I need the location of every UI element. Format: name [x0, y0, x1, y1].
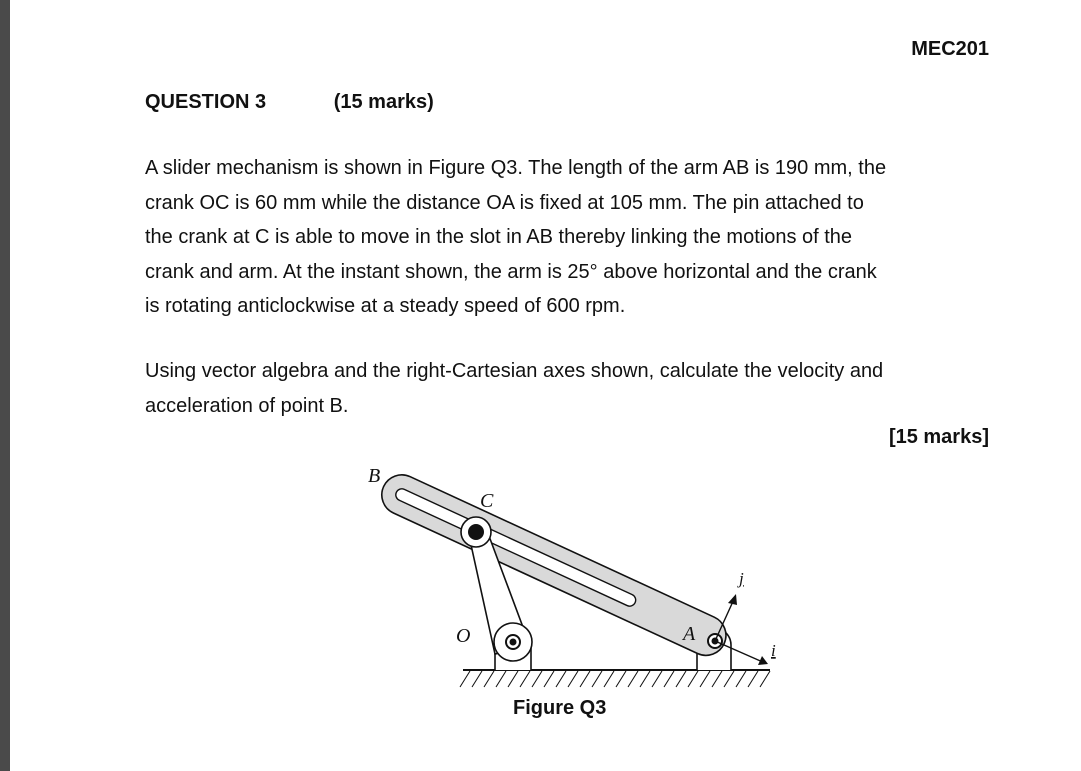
- figure-caption: Figure Q3: [513, 697, 607, 719]
- statement-line: crank OC is 60 mm while the distance OA is fixed at 105 mm. The pin attached to: [145, 191, 864, 214]
- pivot-o-center: [510, 639, 517, 646]
- label-j: j: [739, 569, 744, 588]
- question-title: QUESTION 3: [145, 91, 267, 113]
- task-line: acceleration of point B.: [145, 394, 349, 417]
- statement-line: the crank at C is able to move in the slot in AB thereby linking the motions of the: [145, 226, 853, 248]
- label-i: i: [771, 641, 776, 660]
- task-line: Using vector algebra and the right-Cartesian axes shown, calculate the velocity and: [145, 360, 884, 382]
- label-c: C: [480, 490, 494, 512]
- viewer-left-edge: [0, 0, 10, 771]
- course-code: MEC201: [911, 38, 989, 60]
- document-page: [10, 0, 1081, 771]
- label-o: O: [456, 625, 471, 647]
- pin-c: [468, 524, 484, 540]
- question-marks: (15 marks): [333, 91, 434, 113]
- label-b: B: [368, 465, 381, 487]
- ground: [460, 670, 770, 687]
- statement-line: crank and arm. At the instant shown, the arm is 25° above horizontal and the crank: [145, 260, 877, 283]
- statement-line: is rotating anticlockwise at a steady speed of 600 rpm.: [145, 295, 626, 317]
- statement-line: A slider mechanism is shown in Figure Q3. The length of the arm AB is 190 mm, the: [145, 157, 887, 179]
- total-marks: [15 marks]: [888, 426, 989, 448]
- label-a: A: [683, 623, 696, 645]
- arm-ab: [375, 468, 732, 662]
- mechanism-figure: [10, 0, 1081, 771]
